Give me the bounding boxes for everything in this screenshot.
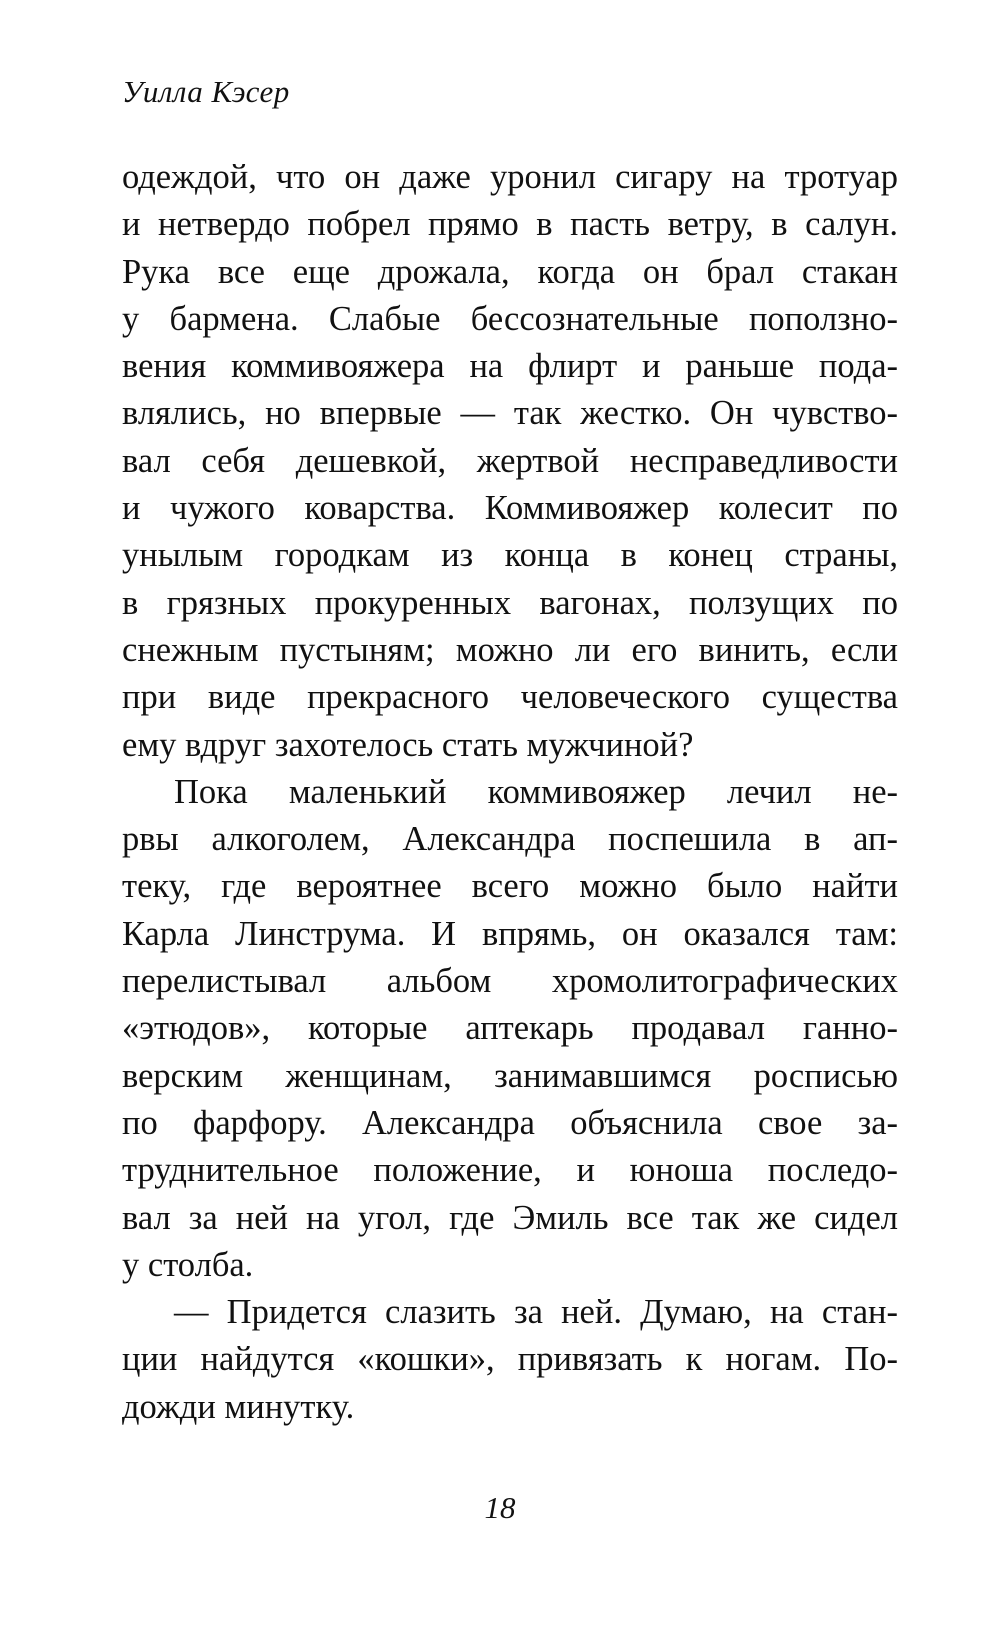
text-line: дожди минутку. <box>122 1387 355 1426</box>
text-line: при виде прекрасного человеческого существа <box>122 678 898 717</box>
text-line: перелистывал альбом хромолитографических <box>122 962 898 1001</box>
text-line: Карла Линструма. И впрямь, он оказался там: <box>122 914 898 953</box>
text-line: вал себя дешевкой, жертвой несправедливости <box>122 441 898 480</box>
text-line: влялись, но впервые — так жестко. Он чувство- <box>122 394 898 433</box>
text-line: рвы алкоголем, Александра поспешила в ап- <box>122 820 898 859</box>
body-text <box>122 154 898 1431</box>
text-line: верским женщинам, занимавшимся росписью <box>122 1056 898 1095</box>
text-line: вал за ней на угол, где Эмиль все так же сидел <box>122 1198 898 1237</box>
text-line: в грязных прокуренных вагонах, ползущих по <box>122 583 898 622</box>
text-line: труднительное положение, и юноша последо- <box>122 1151 898 1190</box>
text-line: Пока маленький коммивояжер лечил не- <box>174 772 898 811</box>
text-line: «этюдов», которые аптекарь продавал ганно- <box>122 1009 898 1048</box>
text-line: у столба. <box>122 1245 254 1284</box>
text-line: снежным пустыням; можно ли его винить, если <box>122 630 898 669</box>
text-line: по фарфору. Александра объяснила свое за- <box>122 1103 898 1142</box>
text-line: у бармена. Слабые бессознательные поползно- <box>122 299 898 338</box>
text-line: ему вдруг захотелось стать мужчиной? <box>122 725 694 764</box>
text-line: и нетвердо побрел прямо в пасть ветру, в салун. <box>122 205 898 244</box>
text-line: одеждой, что он даже уронил сигару на тротуар <box>122 158 898 196</box>
text-line: Рука все еще дрожала, когда он брал стакан <box>122 252 898 291</box>
running-head-author: Уилла Кэсер <box>122 74 290 109</box>
text-line: вения коммивояжера на флирт и раньше пода- <box>122 347 898 386</box>
text-line: ции найдутся «кошки», привязать к ногам. По- <box>122 1340 898 1379</box>
page-number: 18 <box>484 1490 516 1525</box>
text-line: унылым городкам из конца в конец страны, <box>122 536 898 575</box>
text-line: теку, где вероятнее всего можно было найти <box>122 867 898 906</box>
text-line: — Придется слазить за ней. Думаю, на стан- <box>174 1293 898 1332</box>
text-line: и чужого коварства. Коммивояжер колесит по <box>122 489 898 528</box>
